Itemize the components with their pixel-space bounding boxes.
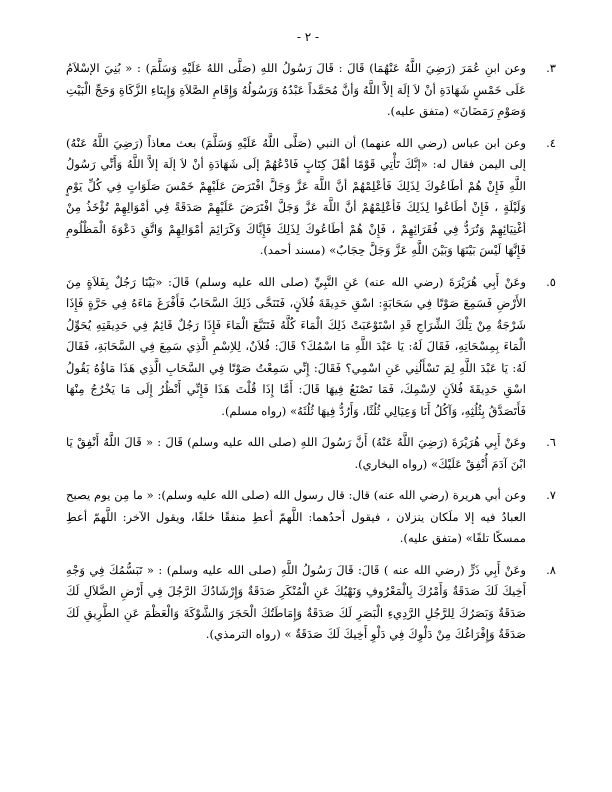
entry-number: ٨. <box>546 562 556 577</box>
entry-text: وعَنْ أَبِي هُرَيْرَةَ (رضي الله عنه) عَنِ النَّبِيِّ (صلى الله عليه وسلم) قَالَ: «بَيْنَا رَجُلٌ بِفَلاَةٍ مِنَ الأَرْضِ فَسَمِعَ صَوْتًا فِي سَحَابَةٍ: اسْقِ حَدِيقَةَ فُلاَنٍ، فَتَنَحَّى ذَلِكَ السَّحَابُ فَأَفْرَغَ مَاءَهُ فِي حَرَّةٍ فَإِذَا شَرْجَةٌ مِنْ تِلْكَ الشِّرَاجِ قَدِ اسْتَوْعَبَتْ ذَلِكَ الْمَاءَ كُلَّهُ فَتَتَبَّعَ الْمَاءَ فَإِذَا رَجُلٌ قَائِمٌ فِي حَدِيقَتِهِ يُحَوِّلُ الْمَاءَ بِمِسْحَاتِهِ، فَقَالَ لَهُ: يَا عَبْدَ اللَّهِ مَا اسْمُكَ؟ قَالَ: فُلاَنٌ، لِلاِسْمِ الَّذِي سَمِعَ فِي السَّحَابَةِ، فَقَالَ لَهُ: يَا عَبْدَ اللَّهِ لِمَ تَسْأَلُنِي عَنِ اسْمِي؟ فَقَالَ: إِنِّي سَمِعْتُ صَوْتًا فِي السَّحَابِ الَّذِي هَذَا مَاؤُهُ يَقُولُ اسْقِ حَدِيقَةَ فُلاَنٍ لاِسْمِكَ، فَمَا تَصْنَعُ فِيهَا قَالَ: أَمَّا إِذَا قُلْتَ هَذَا فَإِنِّي أَنْظُرُ إِلَى مَا يَخْرُجُ مِنْهَا فَأَتَصَدَّقُ بِثُلُثِهِ، وَآكُلُ أَنَا وَعِيَالِي ثُلُثًا، وَأَرُدُّ فِيهَا ثُلُثَهُ» (رواه مسلم). <box>66 274 526 418</box>
entry-text: وعن أبي هريرة (رضي الله عنه) قال: قال رسول الله (صلى الله عليه وسلم): « ما مِن يوم يصبح العبادُ فيه إلا ملَكان ينزلان ، فيقول أحدُهما: اللَّهمّ أعطِ منفقًا خلفًا، ويقول الآخر: اللَّهمّ أعطِ ممسكًا تلفًا» (متفق عليه). <box>66 488 526 545</box>
entry-number: ٣. <box>546 61 556 75</box>
hadith-entry-4 <box>66 133 556 262</box>
hadith-entry-6 <box>66 432 556 475</box>
entry-number: ٦. <box>546 435 556 449</box>
entry-number: ٤. <box>546 135 556 150</box>
entry-text: وعَنْ أَبِي ذَرٍّ (رضي الله عنه ) قَالَ: قَالَ رَسُولُ اللَّهِ (صلى الله عليه وسلم) : « تَبَسُّمُكَ فِي وَجْهِ أَخِيكَ لَكَ صَدَقَةٌ وَأَمْرُكَ بِالْمَعْرُوفِ وَنَهْيُكَ عَنِ الْمُنْكَرِ صَدَقَةٌ وَإِرْشَادُكَ الرَّجُلَ فِي أَرْضِ الضَّلاَلِ لَكَ صَدَقَةٌ وَبَصَرُكَ لِلرَّجُلِ الرَّدِيءِ الْبَصَرِ لَكَ صَدَقَةٌ وَإِمَاطَتُكَ الْحَجَرَ وَالشَّوْكَةَ وَالْعَظْمَ عَنِ الطَّرِيقِ لَكَ صَدَقَةٌ وَإِفْرَاغُكَ مِنْ دَلْوِكَ فِي دَلْوِ أَخِيكَ لَكَ صَدَقَةٌ » (رواه الترمذي). <box>66 562 526 641</box>
entry-number: ٧. <box>546 488 556 502</box>
entry-text: وعن ابنِ عُمَرَ (رَضِيَ اللَّهُ عَنْهُمَا) قَالَ : قَالَ رَسُولُ اللهِ (صَلَّى اللهُ عَلَيْهِ وَسَلَّمَ) : « بُنِيَ الإسْلاَمُ عَلَى خَمْسٍ شَهَادَةِ أنْ لاَ إلَهَ إلاَّ اللَّهُ وَأنَّ مُحَمَّداً عَبْدُهُ وَرَسُولُهُ وَإِقَامِ الصَّلاَةِ وَإِيتَاءِ الزَّكَاةِ وَحَجِّ الْبَيْتِ وَصَوْمِ رَمَضَانَ» (متفق عليه). <box>66 61 526 118</box>
hadith-entry-7 <box>66 485 556 550</box>
entry-number: ٥. <box>546 274 556 289</box>
page-number: - ٢ - <box>296 30 320 44</box>
entry-text: وعَنْ أَبِي هُرَيْرَةَ (رَضِيَ اللَّهُ عَنْهُ) أَنَّ رَسُولَ اللهِ (صلى الله عليه وسلم) قَالَ : « قَالَ اللَّهُ أَنْفِقْ يَا ابْنَ آدَمَ أُنْفِقْ عَلَيْكَ» (رواه البخاري). <box>66 435 526 471</box>
hadith-entry-5 <box>66 272 556 423</box>
hadith-entry-8 <box>66 560 556 646</box>
hadith-entry-3 <box>66 58 556 123</box>
entry-text: وعن ابن عباس (رضي الله عنهما) أن النبي (صَلَّى اللَّهُ عَلَيْهِ وَسَلَّمَ) بعث معاذاً (رَضِيَ اللَّهُ عَنْهُ) إلى اليمن فقال له: «إنَّكَ تَأْتِي قَوْمًا أهْلَ كِتَابٍ فَادْعُهُمْ إلَى شَهَادَةِ أنْ لاَ إلَهَ إلاَّ اللَّهُ وَأَنِّي رَسُولُ اللَّهِ فَإِنْ هُمْ أطَاعُوكَ لِذَلِكَ فَأعْلِمْهُمْ أنَّ اللَّهَ عَزَّ وَجَلَّ افْتَرَضَ عَلَيْهِمْ خَمْسَ صَلَوَاتٍ فِي كُلِّ يَوْمٍ وَلَيْلَةٍ ، فَإِنْ أطَاعُوا لِذَلِكَ فَأعْلِمْهُمْ أنَّ اللَّهَ عَزَّ وَجَلَّ افْتَرَضَ عَلَيْهِمْ صَدَقَةً فِي أمْوَالِهِمْ تُؤْخَذُ مِنْ أغْنِيَائِهِمْ وَتُرَدُّ فِي فُقَرَائِهِمْ ، فَإِنْ هُمْ أطَاعُوكَ لِذَلِكَ فَإِيَّاكَ وَكَرَائِمَ أمْوَالِهِمْ وَاتَّقِ دَعْوَةَ الْمَظْلُومِ فَإِنَّهَا لَيْسَ بَيْنَهَا وَبَيْنَ اللَّهِ عَزَّ وَجَلَّ حِجَابٌ» (مسند أحمد). <box>66 135 526 257</box>
